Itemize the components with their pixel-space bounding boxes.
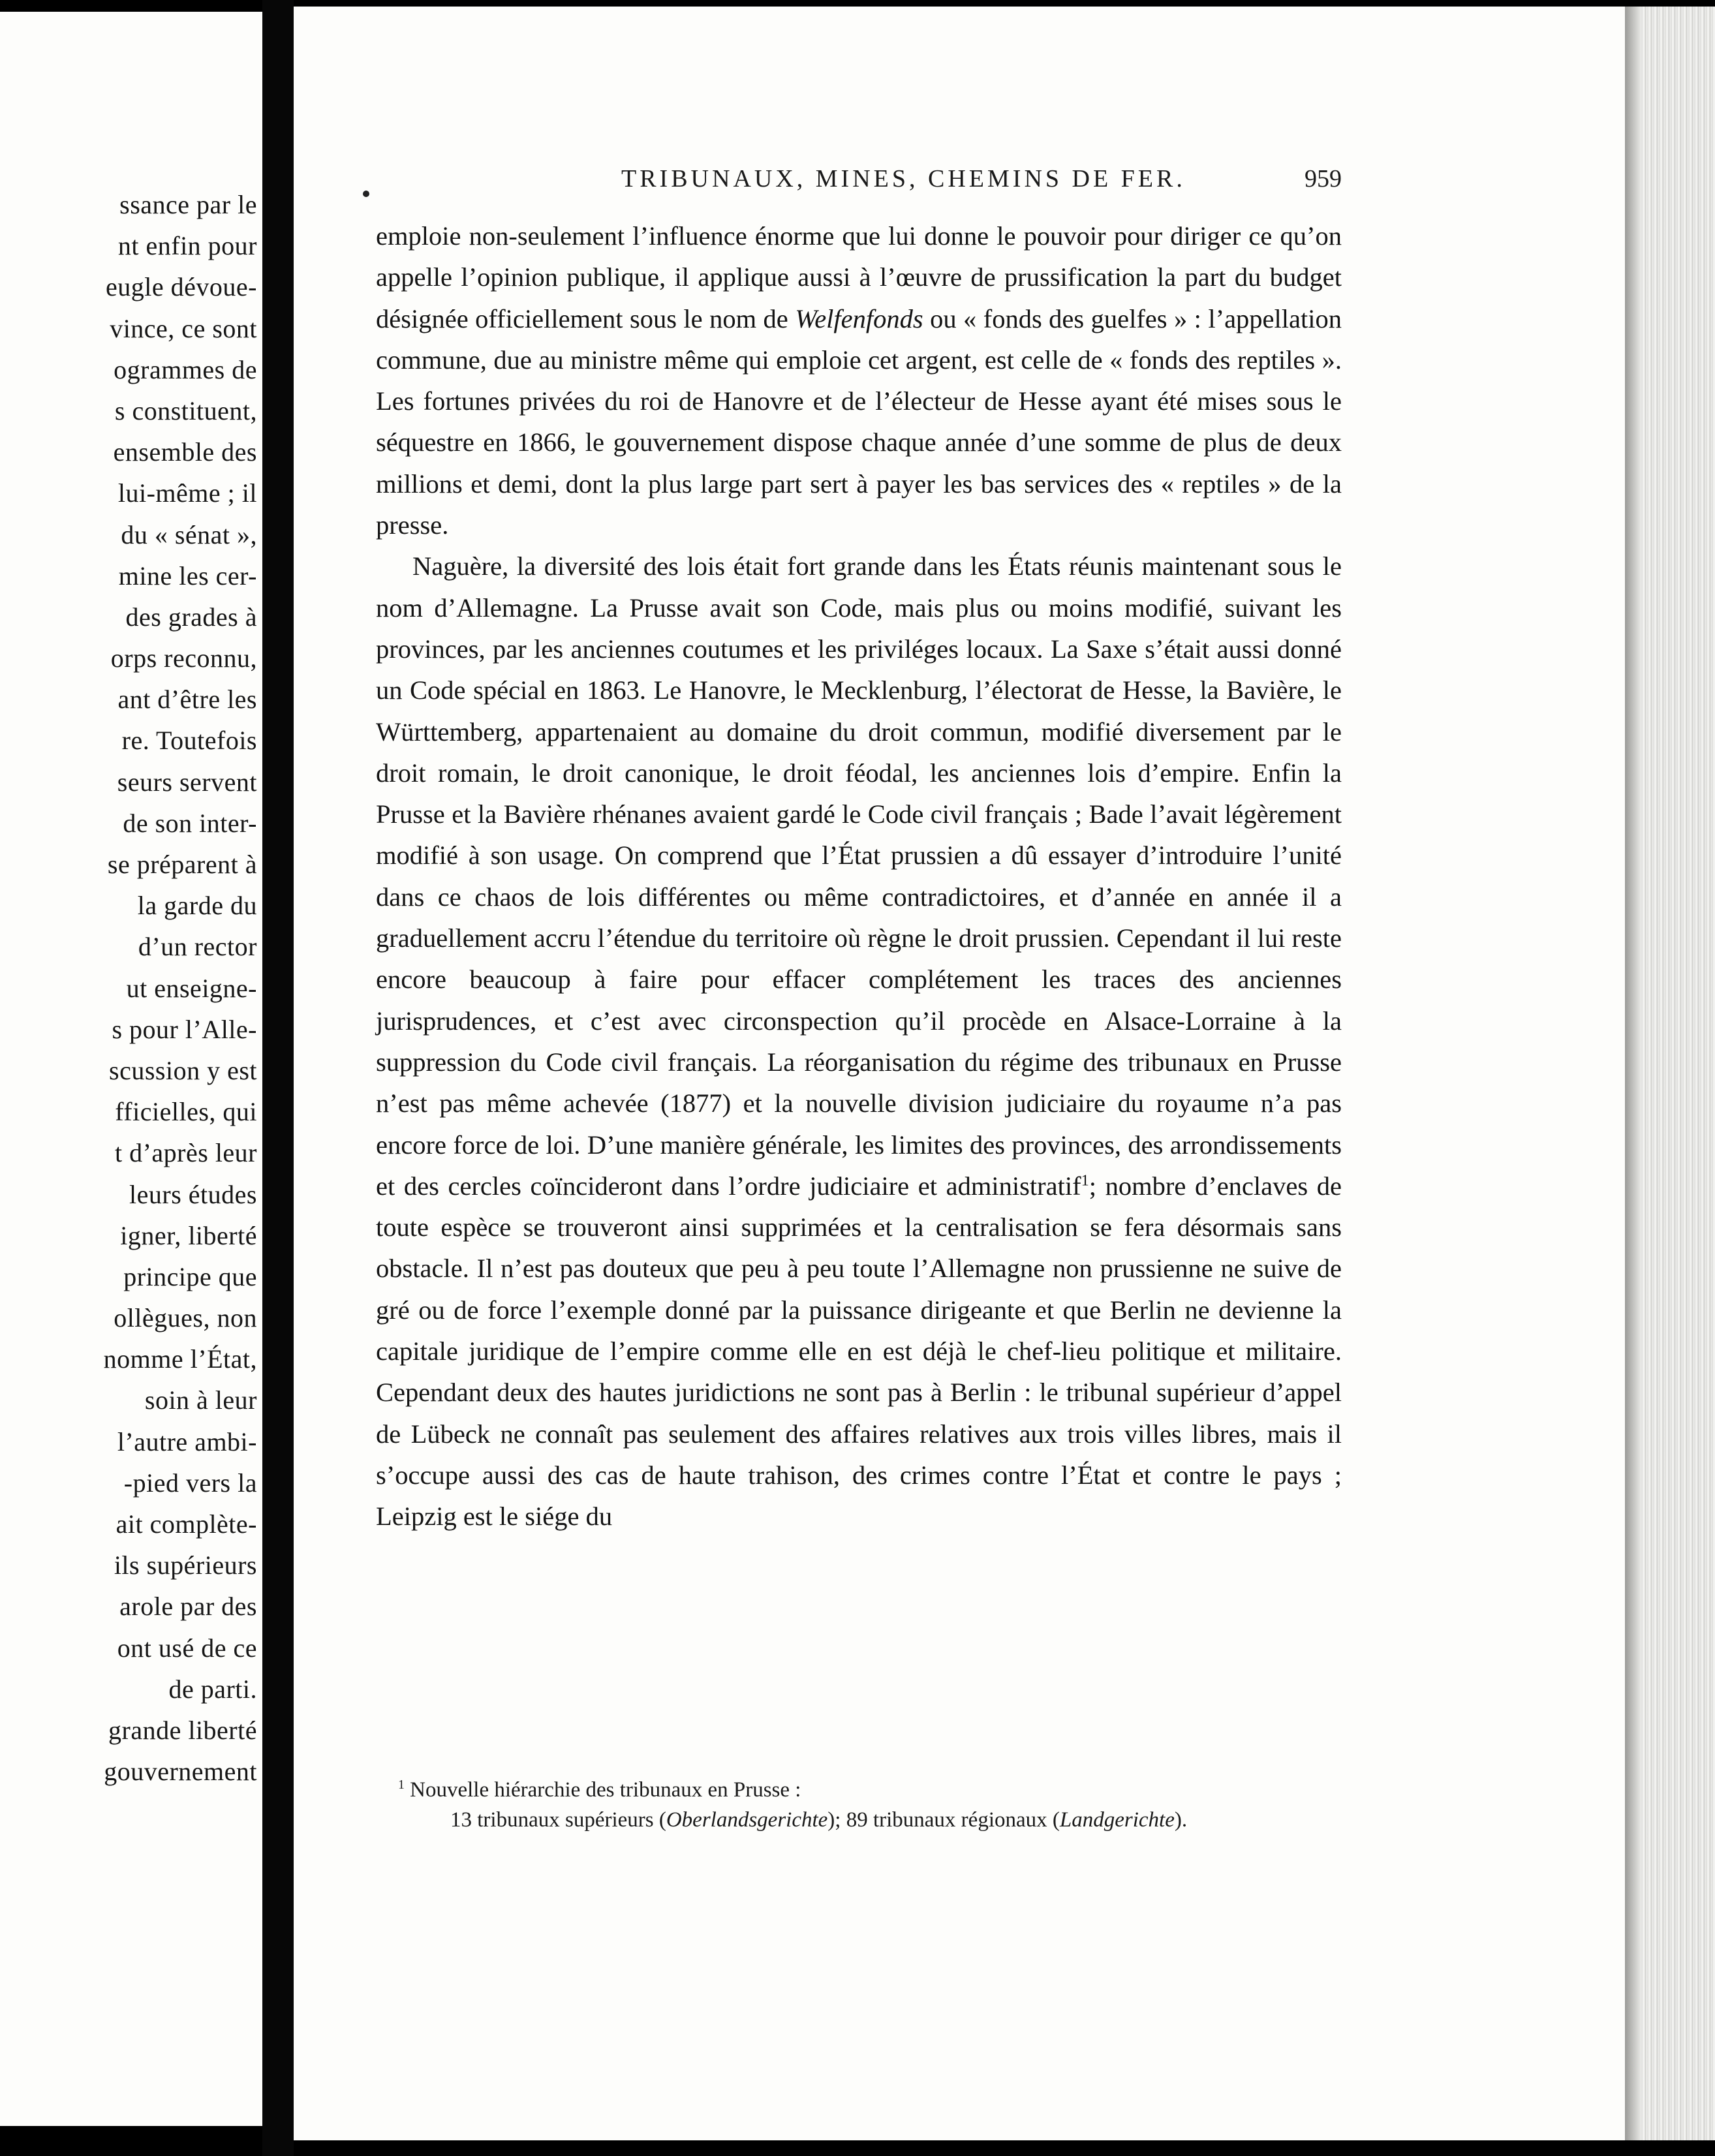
footnote-text: ); 89 tribunaux régionaux ( (827, 1808, 1060, 1832)
footnote-line (376, 1805, 1342, 1835)
left-page-line: s constituent, (114, 395, 257, 425)
footnote-text: 13 tribunaux supérieurs ( (450, 1808, 666, 1832)
left-page-line: gouvernement (104, 1757, 257, 1787)
footnote-text: Nouvelle hiérarchie des tribunaux en Prusse : (410, 1778, 801, 1802)
left-page-line: orps reconnu, (110, 643, 257, 673)
footnote-marker: 1 (398, 1778, 405, 1792)
page-number: 959 (1305, 165, 1342, 192)
left-page-line: fficielles, qui (115, 1097, 257, 1127)
paragraph-text: emploie non-seulement l’influence énorme que lui donne le pouvoir pour diriger ce qu’on appelle l’opinion publique, il applique aussi à l’œuvre de prussification la part du budget désignée officiellement sous le nom de (376, 221, 1342, 333)
footnote-text: ). (1174, 1808, 1188, 1832)
paragraph (376, 215, 1342, 546)
running-title: TRIBUNAUX, MINES, CHEMINS DE FER. (621, 165, 1186, 192)
footnote-block (376, 1775, 1342, 1835)
left-page-line: ant d’être les (117, 685, 257, 715)
left-page-line: -pied vers la (123, 1468, 257, 1498)
left-page-line: ut enseigne- (126, 973, 257, 1003)
left-page-line: ssance par le (119, 190, 257, 219)
left-page-line: se préparent à (107, 850, 257, 879)
left-page-line: vince, ce sont (110, 313, 257, 343)
left-page-line: t d’après leur (114, 1138, 257, 1168)
footnote-term: Oberlandsgerichte (666, 1808, 828, 1832)
left-page-line: ils supérieurs (114, 1550, 257, 1580)
left-page-line: de parti. (168, 1674, 257, 1704)
left-page (0, 12, 262, 2126)
left-page-line: ont usé de ce (117, 1633, 257, 1663)
running-header (376, 164, 1342, 204)
page-edge-shadow (1625, 7, 1641, 2140)
left-page-line: principe que (123, 1261, 257, 1291)
footnote-term: Landgerichte (1059, 1808, 1175, 1832)
left-page-line: nt enfin pour (117, 231, 257, 261)
footnote-line (376, 1775, 1342, 1805)
left-page-line: des grades à (125, 602, 257, 632)
left-page-line: ollègues, non (114, 1303, 257, 1333)
left-page-line: seurs servent (117, 767, 257, 797)
left-page-line: scussion y est (109, 1055, 257, 1085)
left-page-line: leurs études (129, 1179, 257, 1209)
book-gutter (262, 0, 294, 2156)
paragraph-text: ou « fonds des guelfes » : l’appellation commune, due au ministre même qui emploie cet argent, est celle de « fonds des reptiles ». Les fortunes privées du roi de Hanovre et de l’électeur de Hesse ayant été mises sous le séquestre en 1866, le gouvernement dispose chaque année d’une somme de plus de deux millions et demi, dont la plus large part sert à payer les bas services des « reptiles » de la presse. (376, 303, 1342, 540)
left-page-line: s pour l’Alle- (112, 1014, 257, 1044)
left-page-line: arole par des (119, 1592, 257, 1622)
left-page-line: ogrammes de (114, 354, 257, 384)
ink-dot (363, 191, 369, 197)
left-page-line: lui-même ; il (117, 478, 257, 508)
main-text (376, 215, 1342, 1537)
left-page-line: d’un rector (138, 932, 257, 962)
paragraph (376, 546, 1342, 1537)
left-page-line: eugle dévoue- (106, 272, 257, 302)
left-page-line: re. Toutefois (121, 726, 257, 756)
left-page-text-column (0, 184, 257, 1792)
footnote-reference: 1 (1081, 1171, 1089, 1190)
left-page-line: du « sénat », (121, 519, 257, 549)
paragraph-text: ; nombre d’enclaves de toute espèce se trouveront ainsi supprimées et la centralisation se fera désormais sans obstacle. Il n’est pas douteux que peu à peu toute l’Allemagne non prussienne ne suive de gré ou de force l’exemple donné par la puissance dirigeante et que Berlin ne devienne la capitale juridique de l’empire comme elle en est déjà le chef-lieu politique et militaire. Cependant deux des hautes juridictions ne sont pas à Berlin : le tribunal supérieur d’appel de Lübeck ne connaît pas seulement des affaires relatives aux trois villes libres, mais il s’occupe aussi des cas de haute trahison, des crimes contre l’État et contre le pays ; Leipzig est le siége du (376, 1171, 1342, 1532)
left-page-line: ensemble des (113, 437, 257, 467)
left-page-line: igner, liberté (120, 1220, 257, 1250)
left-page-line: ait complète- (116, 1509, 257, 1539)
left-page-line: l’autre ambi- (117, 1426, 257, 1456)
left-page-line: la garde du (137, 891, 257, 921)
left-page-line: mine les cer- (118, 561, 257, 591)
paragraph-text: Naguère, la diversité des lois était fort grande dans les États réunis maintenant sous le nom d’Allemagne. La Prusse avait son Code, mais plus ou moins modifié, suivant les provinces, par les anciennes coutumes et les priviléges locaux. La Saxe s’était aussi donné un Code spécial en 1863. Le Hanovre, le Mecklenburg, l’électorat de Hesse, la Bavière, le Württemberg, appartenaient au domaine du droit commun, modifié diversement par le droit romain, le droit canonique, le droit féodal, les anciennes lois d’empire. Enfin la Prusse et la Bavière rhénanes avaient gardé le Code civil français ; Bade l’avait légèrement modifié à son usage. On comprend que l’État prussien a dû essayer d’introduire l’unité dans ce chaos de lois différentes ou même contradictoires, et d’année en année il a graduellement accru l’étendue du territoire où règne le droit prussien. Cependant il lui reste encore beaucoup à faire pour effacer complétement les traces des anciennes jurisprudences, et c’est avec circonspection qu’il procède en Alsace-Lorraine à la suppression du Code civil français. La réorganisation du régime des tribunaux en Prusse n’est pas même achevée (1877) et la nouvelle division judiciaire du royaume n’a pas encore force de loi. D’une manière générale, les limites des provinces, des arrondissements et des cercles coïncideront dans l’ordre judiciaire et administratif (376, 551, 1342, 1201)
left-page-line: nomme l’État, (103, 1344, 257, 1374)
left-page-line: soin à leur (144, 1385, 257, 1415)
left-page-line: de son inter- (123, 808, 257, 838)
left-page-line: grande liberté (108, 1715, 257, 1745)
italic-term: Welfenfonds (795, 303, 923, 333)
